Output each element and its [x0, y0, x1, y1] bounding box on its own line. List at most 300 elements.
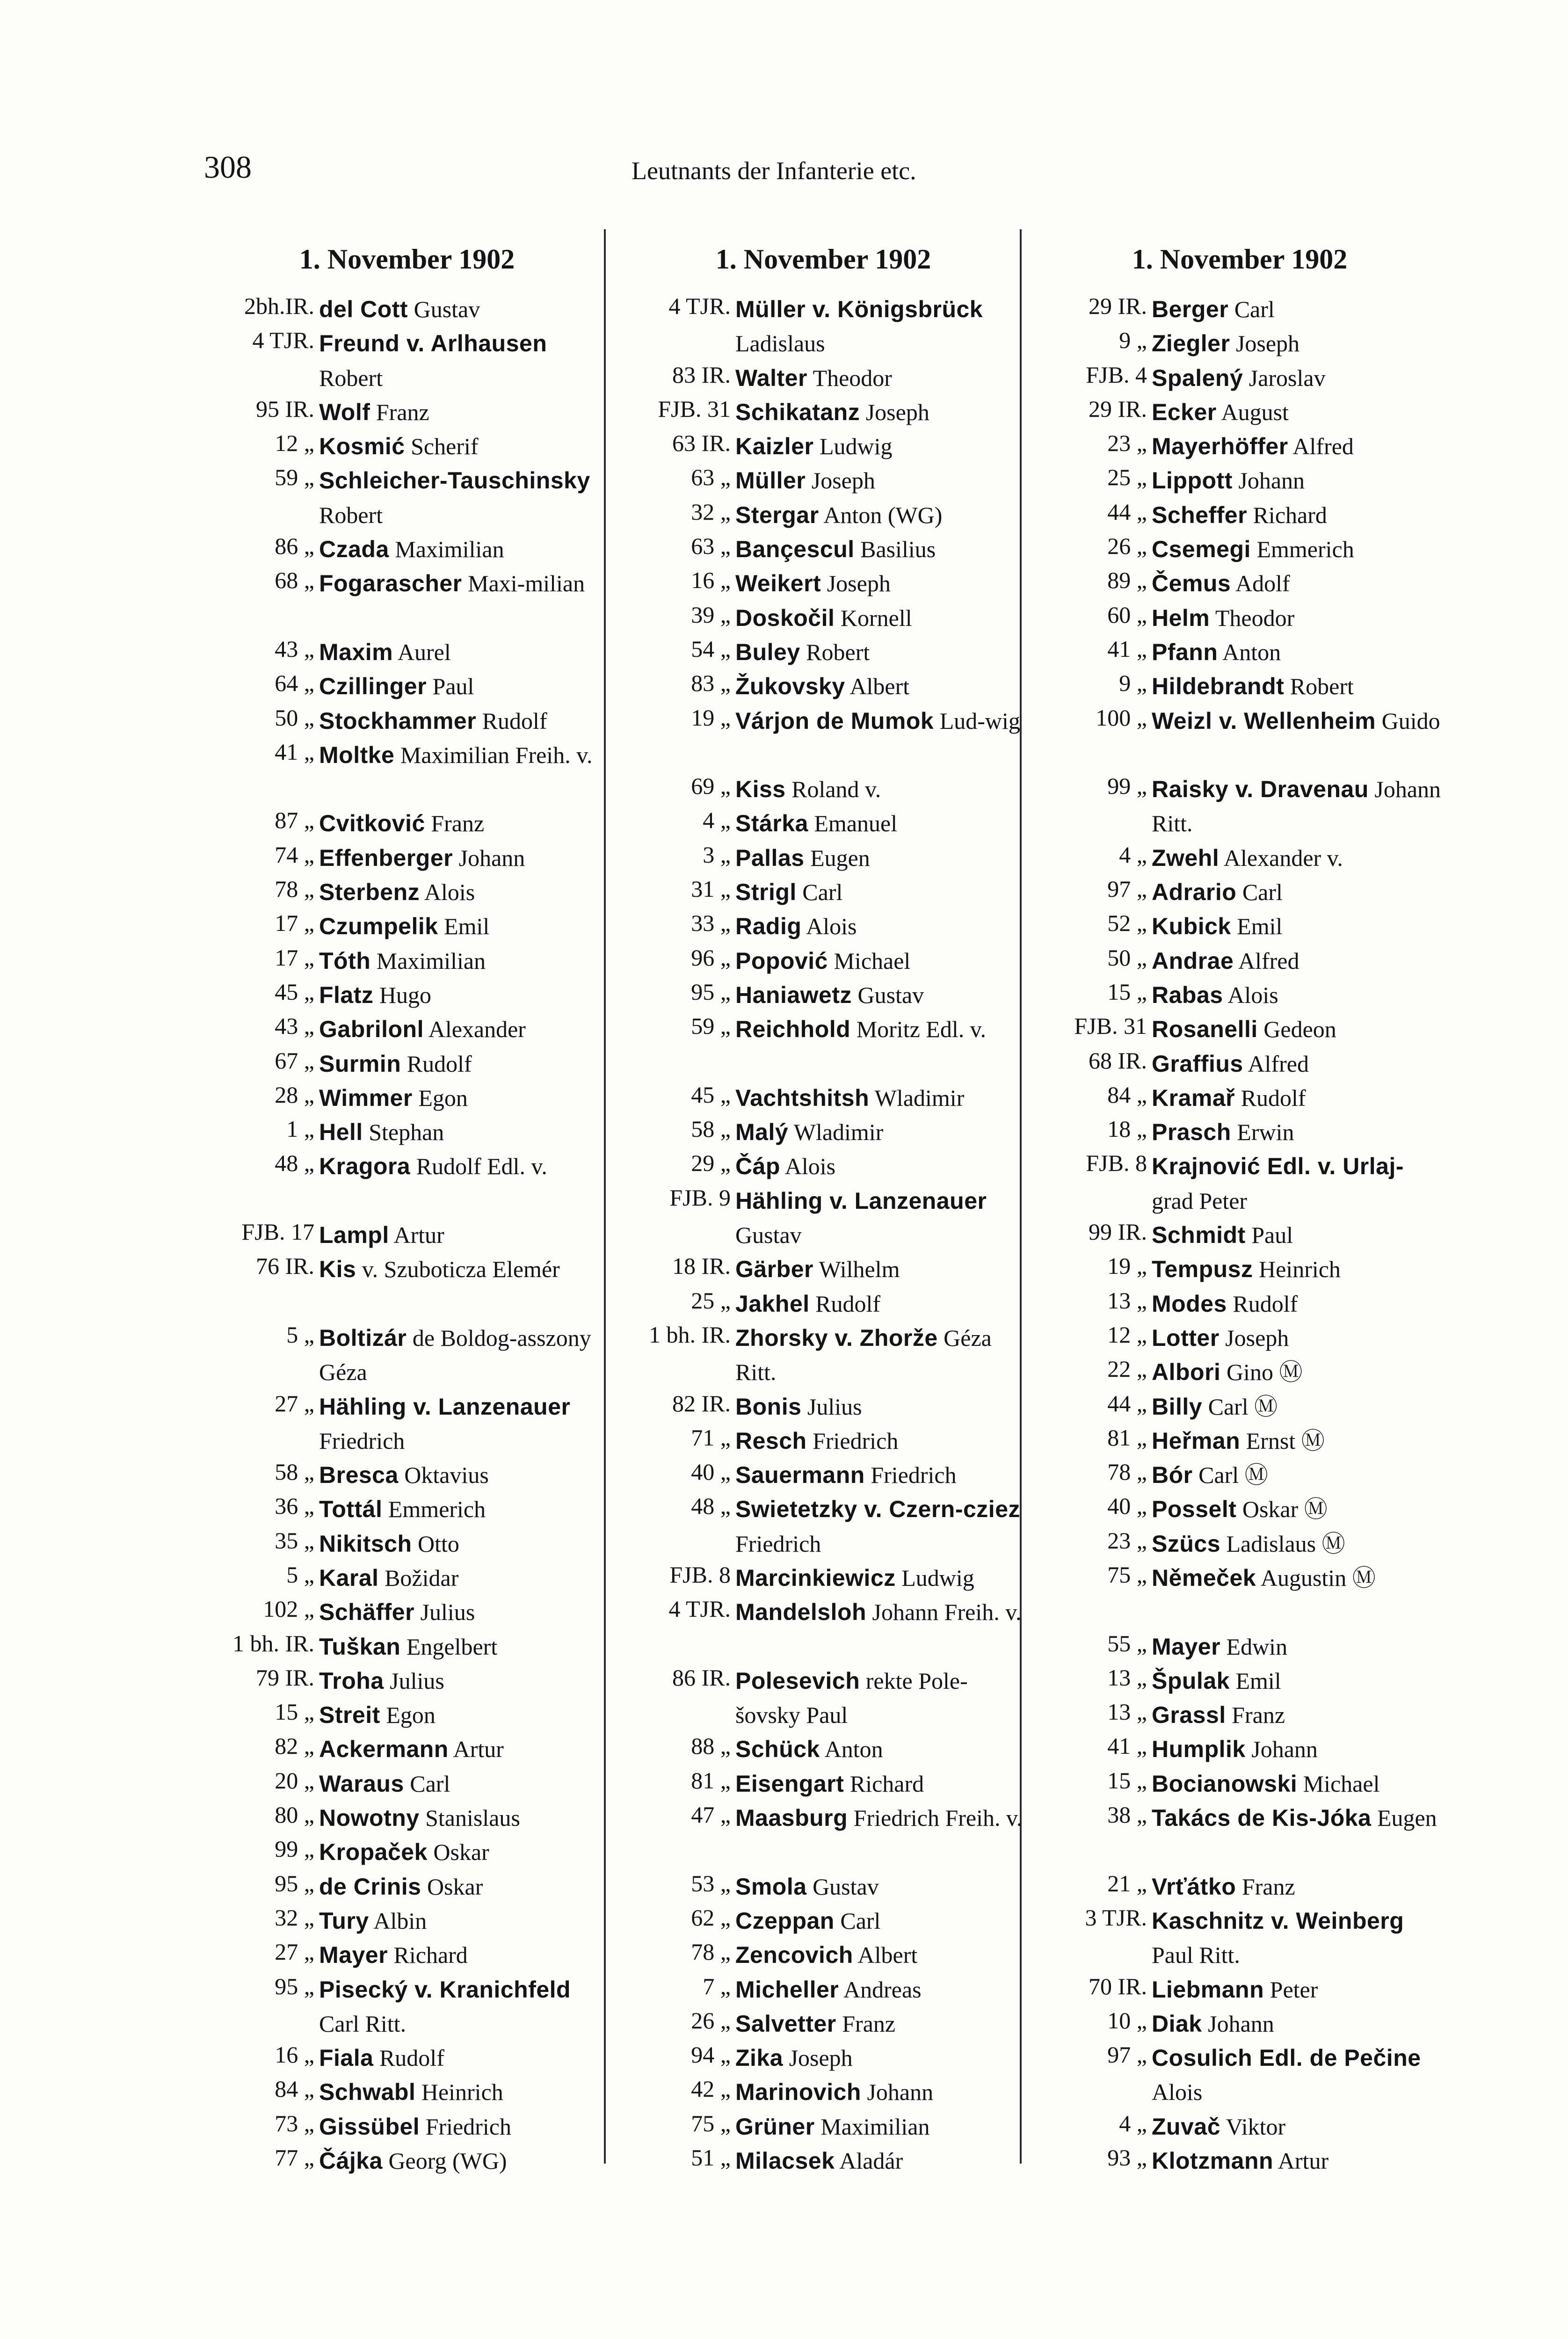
- surname: Schwabl: [319, 2079, 416, 2106]
- regiment-number: 77 „: [275, 2144, 314, 2171]
- regiment-number: 75 „: [691, 2110, 731, 2136]
- given-name: Theodor: [807, 364, 892, 391]
- surname: Bresca: [319, 1462, 399, 1489]
- given-name: Franz: [370, 399, 429, 425]
- surname: Zwehl: [1152, 844, 1220, 871]
- officer-name: [735, 1732, 1028, 1766]
- given-name: Carl: [796, 879, 843, 906]
- given-name: Anton: [820, 1736, 883, 1763]
- regiment-number: 4 „: [703, 807, 731, 834]
- given-name: Robert: [1284, 673, 1354, 700]
- officer-name: [1152, 1149, 1444, 1218]
- officer-name: [1152, 635, 1444, 669]
- given-name: Julius: [414, 1599, 475, 1626]
- regiment-number: 27 „: [275, 1939, 314, 1965]
- surname: Krajnović Edl. v. Urlaj-: [1152, 1153, 1404, 1180]
- given-name: Richard: [844, 1770, 924, 1797]
- officer-name: [1152, 1630, 1444, 1664]
- regiment-number: 33 „: [691, 910, 731, 937]
- regiment-number: 54 „: [691, 635, 731, 662]
- given-name: Rudolf: [1227, 1290, 1298, 1317]
- given-name: Aurel: [393, 639, 451, 665]
- officer-name: [1152, 1973, 1444, 2007]
- regiment-number: 94 „: [691, 2041, 731, 2068]
- given-name: Gino Ⓜ: [1220, 1359, 1303, 1386]
- surname: Diak: [1152, 2010, 1202, 2037]
- officer-name: [319, 1047, 611, 1081]
- officer-name: [1152, 1527, 1444, 1561]
- given-name: Emanuel: [808, 810, 898, 837]
- given-name: Guido: [1376, 707, 1440, 734]
- given-name: Johann Freih. v.: [866, 1599, 1022, 1626]
- officer-name: [319, 909, 611, 944]
- officer-name: [1152, 875, 1444, 909]
- given-name: Eugen: [804, 844, 870, 871]
- surname: Kragora: [319, 1153, 411, 1180]
- regiment-number: 78 „: [1107, 1459, 1147, 1485]
- surname: Posselt: [1152, 1496, 1237, 1523]
- given-name: Aladár: [835, 2148, 903, 2174]
- regiment-number: 95 „: [275, 1973, 314, 1999]
- surname: Rosanelli: [1152, 1016, 1258, 1043]
- regiment-number: 97 „: [1107, 2041, 1147, 2068]
- surname: Wolf: [319, 399, 370, 425]
- given-name: Alois: [1152, 2079, 1203, 2106]
- surname: Swietetzky v. Czern-cziez: [735, 1496, 1021, 1523]
- surname: Lippott: [1152, 467, 1233, 494]
- surname: Várjon de Mumok: [735, 707, 934, 734]
- regiment-number: 71 „: [691, 1424, 731, 1451]
- given-name: Emil: [1231, 913, 1283, 940]
- regiment-number: 78 „: [275, 876, 314, 902]
- regiment-number: 99 IR.: [1089, 1219, 1147, 1245]
- regiment-number: 59 „: [691, 1013, 731, 1039]
- regiment-number: 42 „: [691, 2076, 731, 2102]
- surname: Mayerhöffer: [1152, 433, 1288, 460]
- regiment-number: 81 „: [691, 1767, 731, 1794]
- given-name: v. Szuboticza Elemér: [356, 1256, 560, 1283]
- regiment-number: 87 „: [275, 807, 314, 834]
- given-name: Albert: [853, 1942, 918, 1969]
- regiment-number: 4 TJR.: [252, 327, 314, 354]
- given-name: Carl Ⓜ: [1202, 1393, 1278, 1420]
- officer-name: [735, 2041, 1028, 2075]
- officer-name: [735, 875, 1028, 909]
- surname: Vrťátko: [1152, 1873, 1236, 1900]
- regiment-number: 32 „: [275, 1904, 314, 1931]
- surname: Stergar: [735, 501, 819, 528]
- regiment-number: 38 „: [1107, 1801, 1147, 1828]
- surname: Schikatanz: [735, 399, 860, 425]
- officer-name: [735, 2144, 1028, 2178]
- officer-name: [319, 395, 611, 429]
- surname: Streit: [319, 1702, 380, 1729]
- given-name: Emil: [1229, 1667, 1281, 1694]
- given-name: Carl: [404, 1770, 450, 1797]
- surname: Salvetter: [735, 2010, 836, 2037]
- regiment-number: 68 IR.: [1089, 1047, 1147, 1074]
- regiment-number: 96 „: [691, 944, 731, 971]
- officer-name: [735, 1870, 1028, 1904]
- regiment-number: 45 „: [275, 978, 314, 1005]
- regiment-number: 80 „: [275, 1801, 314, 1828]
- officer-name: [1152, 1321, 1444, 1355]
- surname: Kramař: [1152, 1084, 1235, 1111]
- regiment-number: 84 „: [1107, 1081, 1147, 1108]
- given-name: Johann: [1232, 467, 1305, 494]
- officer-name: [735, 2007, 1028, 2041]
- officer-name: [735, 772, 1028, 806]
- surname: Čemus: [1152, 570, 1231, 597]
- officer-name: [1152, 429, 1444, 464]
- surname: Pallas: [735, 844, 805, 871]
- given-name: Alfred: [1243, 1050, 1309, 1077]
- officer-name: [319, 738, 611, 772]
- regiment-number: 28 „: [275, 1081, 314, 1108]
- given-name: Moritz Edl. v.: [850, 1016, 986, 1043]
- officer-name: [319, 2110, 611, 2144]
- surname: Boltizár: [319, 1324, 407, 1351]
- officer-name: [319, 327, 611, 395]
- given-name: Maxi-milian: [462, 570, 585, 597]
- regiment-number: 82 IR.: [672, 1390, 731, 1416]
- given-name: Adolf: [1231, 570, 1290, 597]
- officer-name: [735, 429, 1028, 464]
- column-heading: 1. November 1902: [1132, 244, 1348, 275]
- officer-name: [1152, 498, 1444, 532]
- surname: Ecker: [1152, 399, 1217, 425]
- regiment-number: 51 „: [691, 2144, 731, 2171]
- surname: Bocianowski: [1152, 1770, 1298, 1797]
- regiment-number: 3 „: [703, 841, 731, 868]
- officer-name: [735, 909, 1028, 944]
- officer-name: [735, 532, 1028, 567]
- regiment-number: 76 IR.: [256, 1253, 314, 1279]
- regiment-number: 43 „: [275, 1013, 314, 1039]
- officer-name: [319, 1252, 611, 1286]
- officer-name: [1152, 1801, 1444, 1835]
- given-name: Maximilian: [389, 536, 504, 563]
- surname: Spalený: [1152, 364, 1243, 391]
- regiment-number: 19 „: [1107, 1253, 1147, 1279]
- officer-name: [319, 841, 611, 875]
- regiment-number: 41 „: [1107, 635, 1147, 662]
- given-name: de Boldog-asszony Géza: [319, 1324, 591, 1386]
- officer-name: [1152, 327, 1444, 361]
- regiment-number: 58 „: [275, 1459, 314, 1485]
- given-name: Gustav: [806, 1873, 879, 1900]
- surname: Nowotny: [319, 1805, 420, 1831]
- surname: Müller: [735, 467, 806, 494]
- officer-name: [1152, 1355, 1444, 1389]
- surname: Cvitković: [319, 810, 425, 837]
- regiment-number: 27 „: [275, 1390, 314, 1416]
- surname: Hell: [319, 1119, 363, 1146]
- officer-name: [735, 1561, 1028, 1595]
- officer-name: [735, 1458, 1028, 1492]
- surname: Zencovich: [735, 1942, 853, 1969]
- surname: Modes: [1152, 1290, 1227, 1317]
- surname: Humplik: [1152, 1736, 1246, 1763]
- regiment-number: FJB. 8: [1086, 1150, 1147, 1177]
- given-name: Maximilian: [370, 947, 486, 974]
- officer-name: [735, 1149, 1028, 1184]
- officer-name: [319, 1527, 611, 1561]
- given-name: Maximilian Freih. v.: [394, 741, 593, 768]
- regiment-number: 60 „: [1107, 601, 1147, 628]
- regiment-number: 20 „: [275, 1767, 314, 1794]
- officer-name: [735, 2110, 1028, 2144]
- surname: Buley: [735, 639, 800, 665]
- given-name: Anton (WG): [819, 501, 943, 528]
- surname: Kaschnitz v. Weinberg: [1152, 1907, 1404, 1934]
- given-name: Paul: [1245, 1222, 1293, 1249]
- given-name: Heinrich: [1253, 1256, 1341, 1283]
- given-name: Artur: [448, 1736, 504, 1763]
- regiment-number: 18 „: [1107, 1116, 1147, 1142]
- surname: Strigl: [735, 879, 797, 906]
- given-name: Artur: [389, 1222, 444, 1249]
- given-name: Richard: [1247, 501, 1327, 528]
- given-name: Stanislaus: [419, 1805, 520, 1831]
- given-name: Robert: [319, 364, 383, 391]
- officer-name: [735, 944, 1028, 978]
- regiment-number: 13 „: [1107, 1287, 1147, 1314]
- regiment-number: 26 „: [691, 2007, 731, 2034]
- given-name: Julius: [801, 1393, 862, 1420]
- given-name: Božidar: [378, 1564, 459, 1591]
- given-name: Alois: [801, 913, 857, 940]
- officer-name: [1152, 2041, 1444, 2110]
- given-name: Wladimir: [788, 1119, 884, 1146]
- surname: Czillinger: [319, 673, 427, 700]
- officer-name: [735, 292, 1028, 361]
- officer-name: [735, 1287, 1028, 1321]
- surname: Malý: [735, 1119, 789, 1146]
- surname: Weikert: [735, 570, 821, 597]
- regiment-number: 22 „: [1107, 1356, 1147, 1382]
- officer-name: [319, 1938, 611, 1972]
- surname: Lampl: [319, 1222, 389, 1249]
- regiment-number: 55 „: [1107, 1630, 1147, 1656]
- given-name: rekte Pole-šovsky Paul: [735, 1667, 968, 1729]
- regiment-number: 67 „: [275, 1047, 314, 1074]
- officer-name: [1152, 704, 1444, 738]
- regiment-number: 41 „: [275, 738, 314, 765]
- surname: Radig: [735, 913, 802, 940]
- officer-name: [319, 1218, 611, 1252]
- officer-name: [319, 1835, 611, 1869]
- surname: Mandelsloh: [735, 1599, 867, 1626]
- surname: Freund v. Arlhausen: [319, 330, 547, 357]
- regiment-number: 43 „: [275, 635, 314, 662]
- surname: Mayer: [319, 1942, 388, 1969]
- surname: Stárka: [735, 810, 808, 837]
- officer-name: [735, 1252, 1028, 1286]
- regiment-number: 79 IR.: [256, 1664, 314, 1691]
- regiment-number: FJB. 31: [658, 395, 731, 422]
- surname: del Cott: [319, 296, 408, 322]
- regiment-number: 52 „: [1107, 910, 1147, 937]
- officer-name: [319, 1390, 611, 1459]
- surname: Tuškan: [319, 1633, 401, 1660]
- given-name: Ludwig: [813, 433, 893, 460]
- surname: Tury: [319, 1907, 369, 1934]
- given-name: Theodor: [1210, 604, 1295, 631]
- given-name: Joseph: [821, 570, 891, 597]
- officer-name: [319, 464, 611, 532]
- surname: Haniawetz: [735, 981, 852, 1008]
- surname: Žukovsky: [735, 673, 845, 700]
- officer-name: [735, 1938, 1028, 1972]
- given-name: Alfred: [1288, 433, 1354, 460]
- surname: Graffius: [1152, 1050, 1243, 1077]
- officer-name: [319, 1904, 611, 1938]
- officer-name: [735, 395, 1028, 429]
- surname: Berger: [1152, 296, 1229, 322]
- surname: Gabrilonl: [319, 1016, 424, 1043]
- regiment-number: 95 IR.: [256, 395, 314, 422]
- given-name: Oskar: [427, 1839, 489, 1866]
- given-name: Friedrich: [806, 1427, 899, 1454]
- surname: Czumpelik: [319, 913, 438, 940]
- officer-name: [735, 1492, 1028, 1561]
- surname: Zika: [735, 2045, 784, 2071]
- officer-name: [1152, 2007, 1444, 2041]
- regiment-number: 70 IR.: [1089, 1973, 1147, 1999]
- officer-name: [1152, 1561, 1444, 1595]
- given-name: Viktor: [1220, 2113, 1286, 2140]
- officer-name: [319, 1149, 611, 1184]
- officer-name: [735, 464, 1028, 498]
- given-name: Robert: [319, 501, 383, 528]
- surname: Němeček: [1152, 1564, 1256, 1591]
- surname: Milacsek: [735, 2148, 835, 2174]
- surname: Kiss: [735, 776, 786, 803]
- given-name: Gustav: [852, 981, 924, 1008]
- surname: Gissübel: [319, 2113, 420, 2140]
- regiment-number: 17 „: [275, 910, 314, 937]
- given-name: Anton: [1218, 639, 1281, 665]
- surname: Helm: [1152, 604, 1210, 631]
- officer-name: [735, 1767, 1028, 1801]
- officer-name: [735, 1801, 1028, 1835]
- officer-name: [1152, 1012, 1444, 1046]
- officer-name: [1152, 395, 1444, 429]
- given-name: Franz: [836, 2010, 896, 2037]
- given-name: Emil: [438, 913, 490, 940]
- given-name: Johann: [1202, 2010, 1274, 2037]
- surname: Ziegler: [1152, 330, 1230, 357]
- regiment-number: 100 „: [1096, 704, 1147, 731]
- surname: Billy: [1152, 1393, 1203, 1420]
- given-name: Basilius: [854, 536, 936, 563]
- given-name: Ladislaus Ⓜ: [1220, 1530, 1345, 1557]
- surname: Flatz: [319, 981, 374, 1008]
- surname: Czeppan: [735, 1907, 835, 1934]
- given-name: Rudolf: [373, 2045, 444, 2071]
- surname: Kis: [319, 1256, 356, 1283]
- regiment-number: 75 „: [1107, 1561, 1147, 1588]
- given-name: Michael: [828, 947, 911, 974]
- officer-name: [735, 635, 1028, 669]
- regiment-number: 48 „: [691, 1493, 731, 1519]
- given-name: Wladimir: [869, 1084, 965, 1111]
- regiment-number: 9 „: [1119, 327, 1147, 354]
- regiment-number: FJB. 8: [669, 1561, 731, 1588]
- surname: Sauermann: [735, 1462, 865, 1489]
- given-name: Emmerich: [382, 1496, 486, 1523]
- surname: Ackermann: [319, 1736, 449, 1763]
- surname: Polesevich: [735, 1667, 860, 1694]
- surname: Troha: [319, 1667, 384, 1694]
- given-name: Carl: [1236, 879, 1283, 906]
- surname: Popović: [735, 947, 828, 974]
- regiment-number: 4 TJR.: [668, 293, 731, 319]
- officer-name: [1152, 1767, 1444, 1801]
- given-name: Franz: [1226, 1702, 1285, 1729]
- surname: Schäffer: [319, 1599, 415, 1626]
- officer-name: [319, 1732, 611, 1766]
- given-name: Ludwig: [895, 1564, 974, 1591]
- surname: Sterbenz: [319, 879, 420, 906]
- regiment-number: 45 „: [691, 1081, 731, 1108]
- officer-name: [319, 292, 611, 327]
- surname: Schleicher-Tauschinsky: [319, 467, 590, 494]
- officer-name: [1152, 909, 1444, 944]
- officer-name: [319, 1801, 611, 1835]
- surname: Klotzmann: [1152, 2148, 1274, 2174]
- given-name: Lud-wig: [934, 707, 1020, 734]
- officer-name: [1152, 1458, 1444, 1492]
- regiment-number: 40 „: [691, 1459, 731, 1485]
- regiment-number: 95 „: [691, 978, 731, 1005]
- regiment-number: 1 bh. IR.: [232, 1630, 314, 1656]
- officer-name: [1152, 978, 1444, 1012]
- officer-name: [735, 1115, 1028, 1149]
- given-name: Joseph: [783, 2045, 853, 2071]
- regiment-number: 19 „: [691, 704, 731, 731]
- given-name: Rudolf: [1235, 1084, 1306, 1111]
- regiment-number: 12 „: [275, 430, 314, 457]
- surname: Bonis: [735, 1393, 802, 1420]
- regiment-number: 89 „: [1107, 567, 1147, 594]
- given-name: Albin: [369, 1907, 427, 1934]
- officer-name: [735, 978, 1028, 1012]
- officer-name: [319, 635, 611, 669]
- surname: Müller v. Königsbrück: [735, 296, 983, 322]
- officer-name: [1152, 1664, 1444, 1698]
- given-name: Friedrich: [319, 1427, 405, 1454]
- given-name: Egon: [412, 1084, 468, 1111]
- officer-name: [735, 1904, 1028, 1938]
- regiment-number: 1 „: [286, 1116, 314, 1142]
- officer-name: [1152, 532, 1444, 567]
- officer-name: [735, 1424, 1028, 1458]
- officer-name: [319, 1664, 611, 1698]
- regiment-number: 36 „: [275, 1493, 314, 1519]
- given-name: Oskar: [421, 1873, 483, 1900]
- officer-name: [319, 1870, 611, 1904]
- officer-name: [1152, 601, 1444, 635]
- surname: Czada: [319, 536, 389, 563]
- regiment-number: 68 „: [275, 567, 314, 594]
- regiment-number: 39 „: [691, 601, 731, 628]
- regiment-number: 50 „: [1107, 944, 1147, 971]
- regiment-number: 99 „: [275, 1836, 314, 1862]
- given-name: Johann: [453, 844, 525, 871]
- given-name: Johann: [861, 2079, 934, 2106]
